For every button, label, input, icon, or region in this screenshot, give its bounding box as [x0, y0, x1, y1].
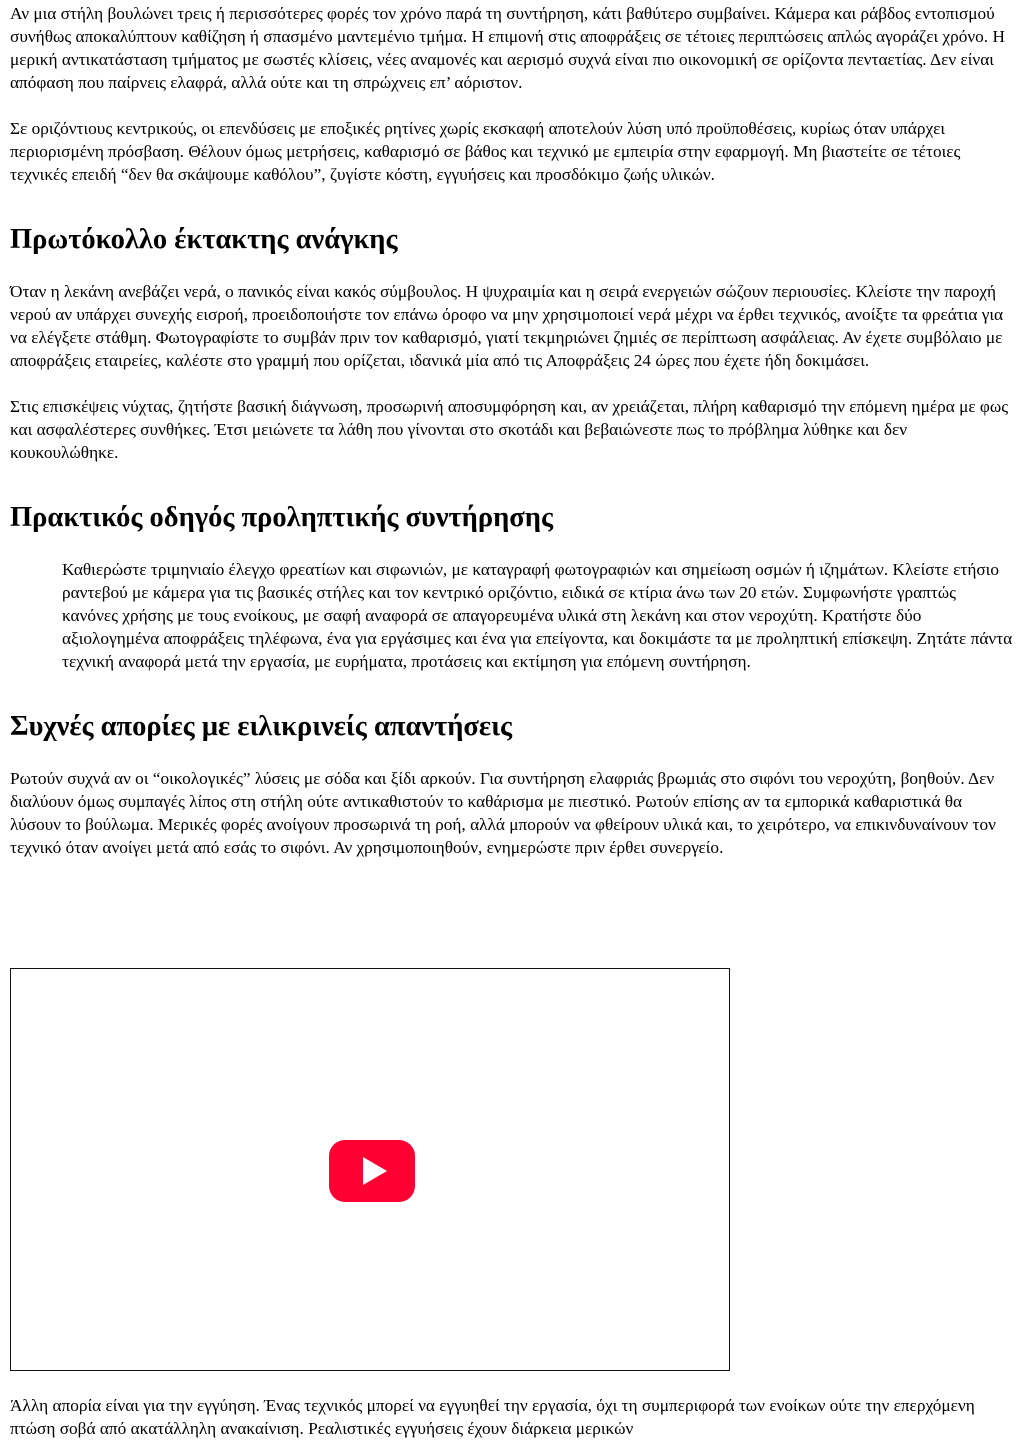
heading-emergency-protocol: Πρωτόκολλο έκτακτης ανάγκης — [10, 224, 398, 255]
maintenance-blockquote: Καθιερώστε τριμηνιαίο έλεγχο φρεατίων και σιφωνιών, με καταγραφή φωτογραφιών και σημείωση οσμών ή ιζημάτων. Κλείστε ετήσιο ραντεβού με κάμερα για τις βασικές στήλες και τον κεντρικό οριζόντιο, ειδικά σε κτίρια άνω των 20 ετών. Συμφωνήστε γραπτώς κανόνες χρήσης με τους ενοίκους, με σαφή αναφορά σε απαγορευμένα υλικά στη λεκάνη και στον νεροχύτη. Κρατήστε δύο αξιολογημένα αποφράξεις τηλέφωνα, ένα για εργάσιμες και ένα για επείγοντα, και δοκιμάστε τα με προληπτική επίσκεψη. Ζητάτε πάντα τεχνική αναφορά μετά την εργασία, με ευρήματα, προτάσεις και εκτίμηση για επόμενη συντήρηση. — [62, 560, 1013, 671]
article-body — [10, 0, 1016, 1438]
heading-maintenance-guide: Πρακτικός οδηγός προληπτικής συντήρησης — [10, 502, 554, 533]
paragraph-warranty: Άλλη απορία είναι για την εγγύηση. Ένας τεχνικός μπορεί να εγγυηθεί την εργασία, όχι τη συμπεριφορά των ενοίκων ούτε την επερχόμενη πτώση σοβά από ακατάλληλη ανακαίνιση. Ρεαλιστικές εγγυήσεις έχουν διάρκεια μερικών — [10, 1396, 975, 1438]
paragraph-faq-eco-solutions: Ρωτούν συχνά αν οι “οικολογικές” λύσεις με σόδα και ξίδι αρκούν. Για συντήρηση ελαφριάς βρωμιάς στο σιφόνι του νεροχύτη, βοηθούν. Δεν διαλύουν όμως συμπαγές λίπος στη στήλη ούτε αντικαθιστούν το καθάρισμα με πιεστικό. Ρωτούν επίσης αν τα εμπορικά καθαριστικά θα λύσουν το βούλωμα. Μερικές φορές ανοίγουν προσωρινά τη ροή, αλλά μπορούν να φθείρουν υλικά και, το χειρότερο, να επικινδυναίνουν τον τεχνικό όταν ανοίγει μετά από εσάς το σιφόνι. Αν χρησιμοποιηθούν, ενημερώστε πριν έρθει συνεργείο. — [10, 769, 996, 857]
embedded-video-player[interactable] — [10, 968, 730, 1371]
paragraph-night-visits: Στις επισκέψεις νύχτας, ζητήστε βασική διάγνωση, προσωρινή αποσυμφόρηση και, αν χρειάζεται, πλήρη καθαρισμό την επόμενη ημέρα με φως και ασφαλέστερες συνθήκες. Έτσι μειώνετε τα λάθη που γίνονται στο σκοτάδι και βεβαιώνεστε πως το πρόβλημα λύθηκε και δεν κουκουλώθηκε. — [10, 397, 1009, 462]
heading-faq: Συχνές απορίες με ειλικρινείς απαντήσεις — [10, 711, 512, 742]
paragraph-column-clogging: Αν μια στήλη βουλώνει τρεις ή περισσότερες φορές τον χρόνο παρά τη συντήρηση, κάτι βαθύτερο συμβαίνει. Κάμερα και ράβδος εντοπισμού συνήθως αποκαλύπτουν καθίζηση ή σπασμένο μαντεμένιο τμήμα. Η επιμονή στις αποφράξεις σε τέτοιες περιπτώσεις απλώς αγοράζει χρόνο. Η μερική αντικατάσταση τμήματος με σωστές κλίσεις, νέες αναμονές και αερισμό συχνά είναι πιο οικονομική σε ορίζοντα πενταετίας. Δεν είναι απόφαση που παίρνεις ελαφρά, αλλά ούτε και τη σπρώχνεις επ’ αόριστον. — [10, 4, 1005, 92]
paragraph-emergency-steps: Όταν η λεκάνη ανεβάζει νερά, ο πανικός είναι κακός σύμβουλος. Η ψυχραιμία και η σειρά ενεργειών σώζουν περιουσίες. Κλείστε την παροχή νερού αν υπάρχει συνεχής εισροή, προειδοποιήστε τον επάνω όροφο να μην χρησιμοποιεί νερά μέχρι να έρθει τεχνικός, ανοίξτε τα φρεάτια για να ελέγξετε στάθμη. Φωτογραφίστε το συμβάν πριν τον καθαρισμό, γιατί τεκμηριώνει ζημιές σε περίπτωση ασφάλειας. Αν έχετε συμβόλαιο με αποφράξεις εταιρείες, καλέστε στο γραμμή που ορίζεται, ιδανικά μία από τις Αποφράξεις 24 ώρες που έχετε ήδη δοκιμάσει. — [10, 282, 1004, 370]
play-icon[interactable] — [329, 1140, 415, 1202]
paragraph-epoxy-lining: Σε οριζόντιους κεντρικούς, οι επενδύσεις με εποξικές ρητίνες χωρίς εκσκαφή αποτελούν λύση υπό προϋποθέσεις, κυρίως όταν υπάρχει περιορισμένη πρόσβαση. Θέλουν όμως μετρήσεις, καθαρισμό σε βάθος και τεχνικό με εμπειρία στην εφαρμογή. Μη βιαστείτε σε τέτοιες τεχνικές επειδή “δεν θα σκάψουμε καθόλου”, ζυγίστε κόστη, εγγυήσεις και προσδόκιμο ζωής υλικών. — [10, 119, 961, 184]
